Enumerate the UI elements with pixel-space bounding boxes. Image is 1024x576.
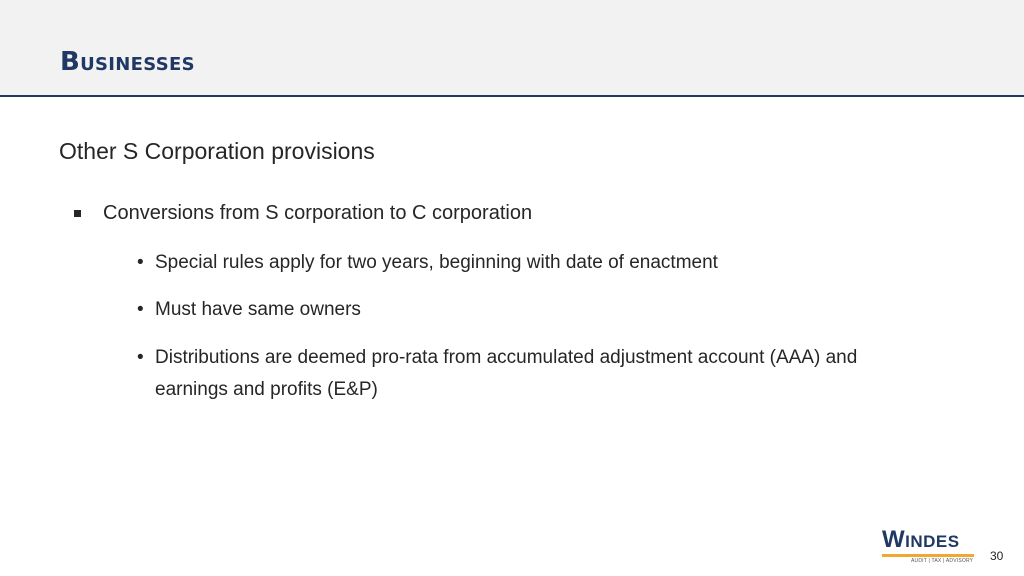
dot-bullet-icon: •: [137, 299, 144, 320]
dot-bullet-icon: •: [137, 347, 144, 368]
sub-bullet-special-rules: Special rules apply for two years, beginning with date of enactment: [155, 252, 718, 273]
page-number: 30: [990, 549, 1004, 563]
square-bullet-icon: [74, 210, 81, 217]
logo-wordmark: Windes: [882, 526, 960, 553]
bullet-conversions: Conversions from S corporation to C corporation: [103, 202, 533, 224]
title-divider: [0, 95, 1024, 97]
dot-bullet-icon: •: [137, 252, 144, 273]
logo-tagline: AUDIT | TAX | ADVISORY: [911, 558, 974, 564]
sub-bullet-same-owners: Must have same owners: [155, 299, 361, 320]
sub-bullet-distributions: Distributions are deemed pro-rata from accumulated adjustment account (AAA) and earnings and profits (E&P): [155, 347, 858, 400]
slide-subtitle: Other S Corporation provisions: [59, 138, 375, 164]
slide-title: Businesses: [60, 47, 195, 77]
windes-logo: [880, 527, 976, 567]
logo-accent-bar: [882, 554, 974, 557]
